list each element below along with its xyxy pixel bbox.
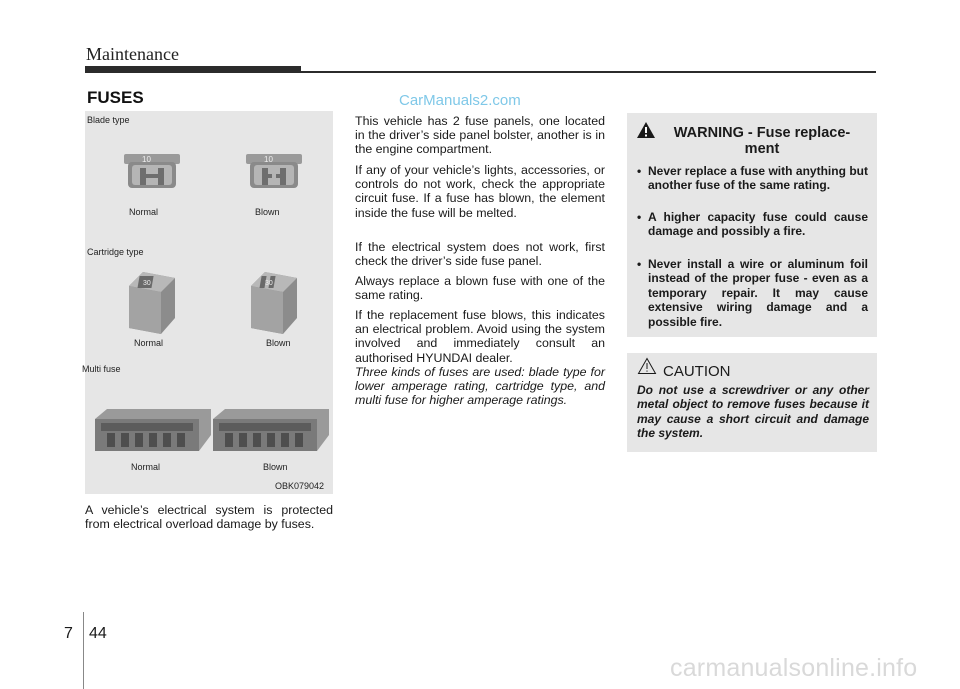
- paragraph-fuse-panels: This vehicle has 2 fuse panels, one located in the driver’s side panel bolster, another is in the engine compartment.: [355, 114, 605, 157]
- warning-title: [662, 125, 862, 157]
- multi-normal-caption: Normal: [131, 462, 161, 472]
- paragraph-check-fuse: If any of your vehicle’s lights, accessories, or controls do not work, check the appropriate circuit fuse. If a fuse has blown, the element inside the fuse will be melted.: [355, 163, 605, 220]
- cartridge-type-label: Cartridge type: [87, 247, 144, 257]
- multi-fuse-normal-image: [95, 405, 211, 453]
- caution-title: CAUTION: [663, 363, 731, 380]
- warning-item-1: Never replace a fuse with anything but another fuse of the same rating.: [648, 164, 868, 193]
- warning-item-3: Never install a wire or aluminum foil instead of the proper fuse - even as a temporary repair. It may cause extensive wiring damage and a possible fire.: [648, 257, 868, 329]
- multi-blown-caption: Blown: [263, 462, 288, 472]
- cartridge-fuse-blown-image: [243, 268, 305, 340]
- cartridge-blown-rating: 30: [265, 280, 273, 287]
- page-header-title: Maintenance: [86, 44, 179, 64]
- watermark-top: CarManuals2.com: [399, 92, 521, 109]
- paragraph-first-check: If the electrical system does not work, first check the driver’s side fuse panel.: [355, 240, 605, 269]
- blade-type-label: Blade type: [87, 115, 130, 125]
- paragraph-replacement-blows: If the replacement fuse blows, this indicates an electrical problem. Avoid using the system involved and immediately consult an authorised HYUNDAI dealer.: [355, 308, 605, 365]
- cartridge-blown-caption: Blown: [266, 338, 291, 348]
- watermark-bottom: carmanualsonline.info: [670, 654, 918, 682]
- warning-title-line1: WARNING - Fuse replace-: [673, 125, 851, 141]
- figure-code: OBK079042: [275, 481, 325, 491]
- blade-blown-rating: 10: [264, 155, 273, 164]
- caution-triangle-icon: [637, 357, 657, 375]
- page-number: 44: [89, 625, 107, 642]
- blade-fuse-blown-image: [244, 150, 306, 192]
- warning-title-line2: ment: [744, 141, 780, 157]
- blade-normal-rating: 10: [142, 155, 151, 164]
- warning-bullet-3: •: [637, 257, 642, 271]
- intro-paragraph: A vehicle’s electrical system is protected from electrical overload damage by fuses.: [85, 503, 333, 532]
- warning-item-2: A higher capacity fuse could cause damage and possibly a fire.: [648, 210, 868, 239]
- cartridge-normal-rating: 30: [143, 280, 151, 287]
- paragraph-fuse-kinds: Three kinds of fuses are used: blade type for lower amperage rating, cartridge type, and multi fuse for higher amperage ratings.: [355, 365, 605, 408]
- multi-fuse-label: Multi fuse: [82, 364, 121, 374]
- warning-triangle-icon: [636, 121, 656, 139]
- header-bar: [85, 66, 301, 73]
- multi-fuse-blown-image: [213, 405, 329, 453]
- footer-divider: [83, 612, 84, 689]
- cartridge-fuse-normal-image: [121, 268, 183, 340]
- blade-blown-caption: Blown: [255, 207, 280, 217]
- warning-bullet-1: •: [637, 164, 642, 178]
- blade-fuse-normal-image: [122, 150, 184, 192]
- chapter-number: 7: [64, 625, 73, 642]
- header-rule: [301, 71, 876, 73]
- blade-normal-caption: Normal: [129, 207, 159, 217]
- paragraph-replace-rating: Always replace a blown fuse with one of the same rating.: [355, 274, 605, 303]
- caution-text: Do not use a screwdriver or any other metal object to remove fuses because it may cause a short circuit and damage the system.: [637, 383, 869, 441]
- warning-bullet-2: •: [637, 210, 642, 224]
- section-title: FUSES: [87, 88, 144, 107]
- cartridge-normal-caption: Normal: [134, 338, 164, 348]
